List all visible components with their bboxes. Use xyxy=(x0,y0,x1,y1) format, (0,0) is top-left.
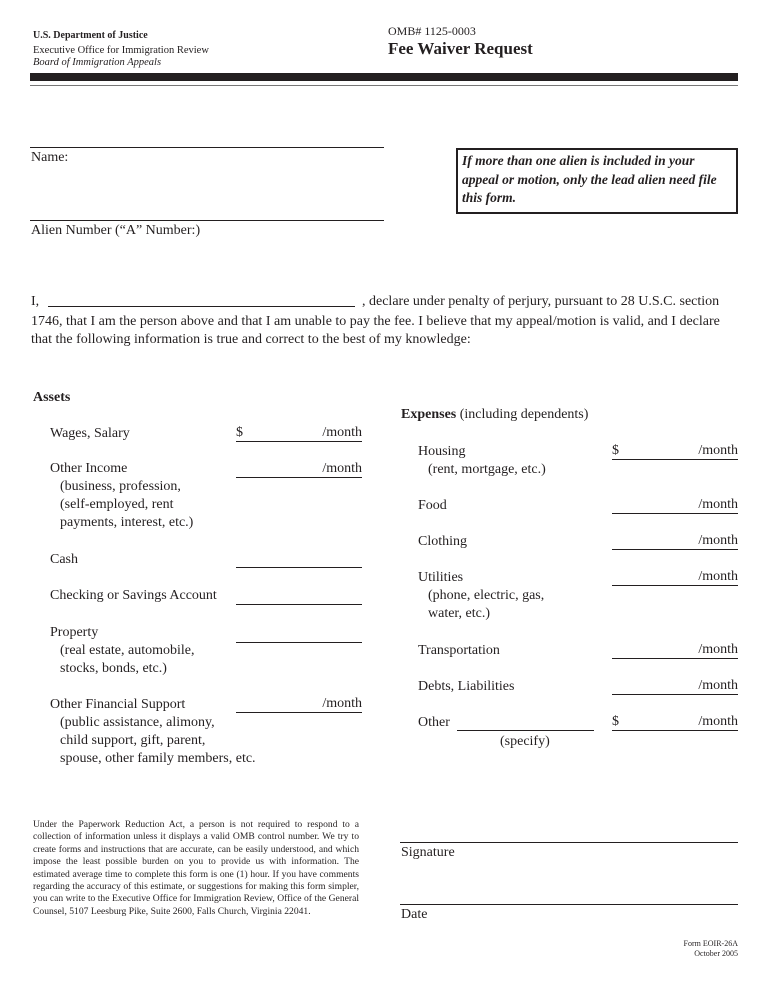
per-month: /month xyxy=(698,714,738,729)
currency-sign: $ xyxy=(236,425,243,440)
name-label: Name: xyxy=(31,150,69,165)
expense-debts-label: Debts, Liabilities xyxy=(418,679,515,694)
sub: (business, profession, xyxy=(60,479,181,494)
currency-sign: $ xyxy=(612,443,619,458)
label: Other Financial Support xyxy=(50,697,186,712)
declarant-name-line[interactable] xyxy=(48,306,355,307)
per-month: /month xyxy=(698,443,738,458)
expense-food-label: Food xyxy=(418,498,447,513)
per-month: /month xyxy=(698,642,738,657)
per-month: /month xyxy=(698,569,738,584)
date-line[interactable] xyxy=(400,904,738,905)
asset-cash-label: Cash xyxy=(50,552,78,567)
sub: (rent, mortgage, etc.) xyxy=(428,462,546,477)
expense-clothing-label: Clothing xyxy=(418,534,468,549)
label: Utilities xyxy=(418,570,464,585)
sub: spouse, other family members, etc. xyxy=(60,751,256,766)
omb-number: OMB# 1125-0003 xyxy=(388,24,476,38)
expenses-heading xyxy=(401,406,588,424)
sub: (phone, electric, gas, xyxy=(428,588,545,603)
per-month: /month xyxy=(698,678,738,693)
alien-number-label: Alien Number (“A” Number:) xyxy=(31,223,201,238)
per-month: /month xyxy=(698,497,738,512)
sub: (public assistance, alimony, xyxy=(60,715,215,730)
expense-debts-field[interactable] xyxy=(612,678,738,695)
page-title: Fee Waiver Request xyxy=(388,39,533,58)
notice-box: If more than one alien is included in your appeal or motion, only the lead alien need file this form. xyxy=(456,148,738,214)
form-date: October 2005 xyxy=(694,949,738,958)
declaration-line1: , declare under penalty of perjury, pursuant to 28 U.S.C. section xyxy=(362,294,720,309)
asset-property-field[interactable] xyxy=(236,626,362,643)
per-month: /month xyxy=(698,533,738,548)
office-name: Executive Office for Immigration Review xyxy=(33,45,209,56)
date-label: Date xyxy=(401,907,428,922)
header-bar xyxy=(30,73,738,81)
expense-utilities xyxy=(418,569,544,623)
asset-financial-support xyxy=(50,696,256,768)
assets-heading: Assets xyxy=(33,390,71,405)
signature-label: Signature xyxy=(401,845,455,860)
declaration-line2: 1746, that I am the person above and that I am unable to pay the fee. I believe that my appeal/motion is valid, and I declare xyxy=(31,314,720,329)
expenses-title: Expenses xyxy=(401,407,457,422)
expense-clothing-field[interactable] xyxy=(612,533,738,550)
label: Property xyxy=(50,625,99,640)
sub: child support, gift, parent, xyxy=(60,733,206,748)
sub: water, etc.) xyxy=(428,606,491,621)
sub: payments, interest, etc.) xyxy=(60,515,194,530)
alien-number-line[interactable] xyxy=(30,220,384,221)
asset-checking-label: Checking or Savings Account xyxy=(50,588,217,603)
declaration-prefix: I, xyxy=(31,294,40,309)
label: Housing xyxy=(418,444,466,459)
expense-other-field[interactable] xyxy=(612,714,738,731)
expense-housing-field[interactable] xyxy=(612,443,738,460)
expense-utilities-field[interactable] xyxy=(612,569,738,586)
asset-wages-label: Wages, Salary xyxy=(50,426,130,441)
per-month: /month xyxy=(322,425,362,440)
expense-other-label: Other xyxy=(418,715,450,730)
asset-property xyxy=(50,624,195,678)
sub: stocks, bonds, etc.) xyxy=(60,661,167,676)
asset-wages-field[interactable] xyxy=(236,425,362,442)
department-name: U.S. Department of Justice xyxy=(33,30,148,41)
asset-other-income-field[interactable] xyxy=(236,461,362,478)
expense-food-field[interactable] xyxy=(612,497,738,514)
expense-transportation-label: Transportation xyxy=(418,643,500,658)
declaration-line3: that the following information is true and correct to the best of my knowledge: xyxy=(31,332,471,347)
currency-sign: $ xyxy=(612,714,619,729)
sub: (self-employed, rent xyxy=(60,497,174,512)
expense-transportation-field[interactable] xyxy=(612,642,738,659)
asset-other-income xyxy=(50,460,193,532)
per-month: /month xyxy=(322,696,362,711)
header-divider xyxy=(30,85,738,86)
expense-other-specify-field[interactable] xyxy=(457,714,594,731)
label: Other Income xyxy=(50,461,128,476)
asset-checking-field[interactable] xyxy=(236,588,362,605)
signature-line[interactable] xyxy=(400,842,738,843)
name-line[interactable] xyxy=(30,147,384,148)
asset-cash-field[interactable] xyxy=(236,551,362,568)
specify-label: (specify) xyxy=(500,734,550,749)
expense-housing xyxy=(418,443,546,479)
form-number: Form EOIR-26A xyxy=(683,939,738,948)
sub: (real estate, automobile, xyxy=(60,643,195,658)
paperwork-notice: Under the Paperwork Reduction Act, a person is not required to respond to a collection of information unless it displays a valid OMB control number. We try to create forms and instructions that are accurate, can be easily understood, and which impose the least possible burden on you to provide us with information. The estimated average time to complete this form is one (1) hour. If you have comments regarding the accuracy of this estimate, or suggestions for making this form simpler, you can write to the Executive Office for Immigration Review, Office of the General Counsel, 5107 Leesburg Pike, Suite 2600, Falls Church, Virginia 22041. xyxy=(33,819,359,917)
expenses-note: (including dependents) xyxy=(459,407,589,422)
board-name: Board of Immigration Appeals xyxy=(33,57,162,68)
asset-financial-support-field[interactable] xyxy=(236,696,362,713)
per-month: /month xyxy=(322,461,362,476)
